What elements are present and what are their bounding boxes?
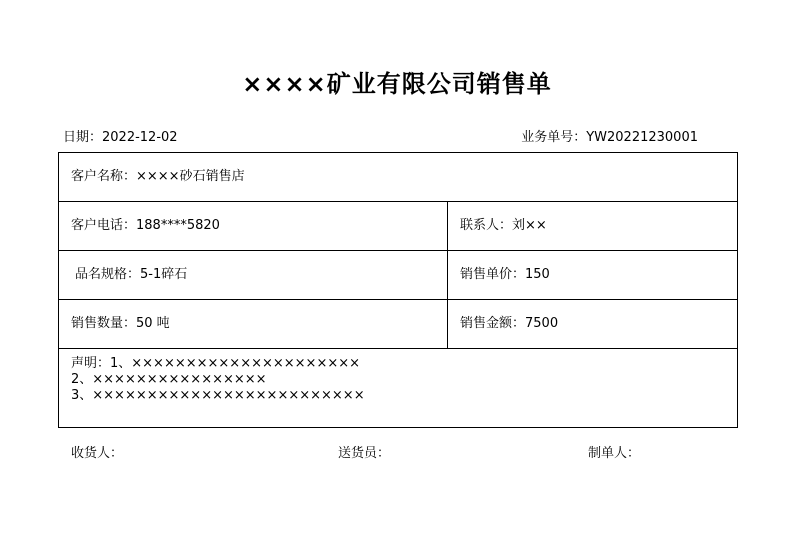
quantity: 销售数量：50 吨 <box>71 316 170 331</box>
receiver-label: 收货人： <box>71 446 124 461</box>
form-row-phone <box>59 202 737 251</box>
unit-price: 销售单价：150 <box>460 267 550 282</box>
contact-person: 联系人：刘×× <box>460 218 547 233</box>
preparer-label: 制单人： <box>588 446 641 461</box>
sales-form <box>58 152 738 428</box>
statement-line: 2、×××××××××××××××× <box>71 372 267 387</box>
form-row-customer-name <box>59 153 737 202</box>
customer-name: 客户名称：××××砂石销售店 <box>71 169 245 184</box>
form-row-quantity <box>59 300 737 349</box>
form-row-product <box>59 251 737 300</box>
column-divider <box>447 202 448 250</box>
product-spec: 品名规格：5-1碎石 <box>75 267 188 282</box>
form-row-statement <box>59 349 737 427</box>
deliverer-label: 送货员： <box>338 446 391 461</box>
statement-block <box>71 356 365 404</box>
total-amount: 销售金额：7500 <box>460 316 559 331</box>
statement-line: 声明：1、××××××××××××××××××××× <box>71 356 361 371</box>
statement-line: 3、××××××××××××××××××××××××× <box>71 388 365 403</box>
customer-phone: 客户电话：188****5820 <box>71 218 220 233</box>
order-number: 业务单号：YW20221230001 <box>521 130 698 145</box>
column-divider <box>447 300 448 348</box>
date-label: 日期：2022-12-02 <box>63 130 178 145</box>
column-divider <box>447 251 448 299</box>
document-title: ××××矿业有限公司销售单 <box>242 70 552 98</box>
